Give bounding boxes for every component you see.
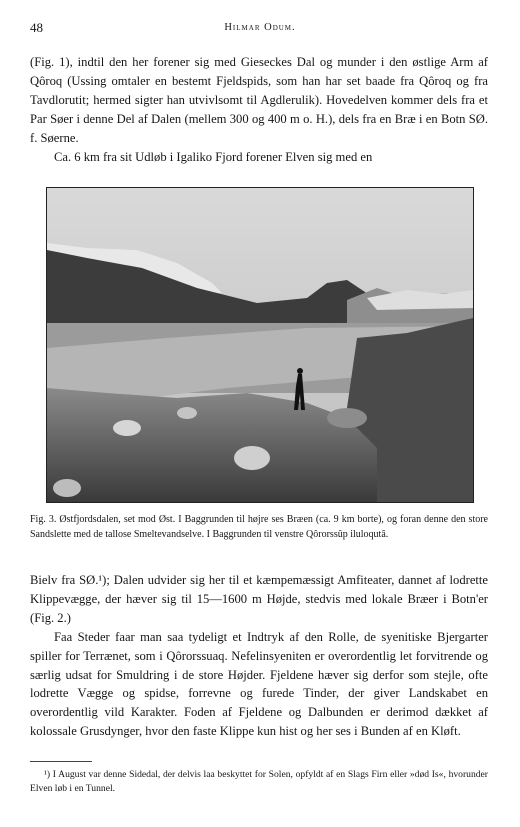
boulder [327, 408, 367, 428]
landscape-photo-drawing [47, 188, 473, 502]
bottom-text-block [30, 571, 488, 741]
paragraph: Bielv fra SØ.¹); Dalen udvider sig her til et kæmpemæssigt Amfiteater, dannet af lodrette Klippevægge, der hæver sig til 15—1600 m Højde, stedvis med lokale Bræer i Botn'er (Fig. 2.) [30, 573, 488, 625]
boulder [177, 407, 197, 419]
paragraph: Faa Steder faar man saa tydeligt et Indtryk af den Rolle, de syenitiske Bjergarter spiller for Terrænet, som i Qôrorssuaq. Nefelinsyeniten er overordentlig let forvitrende og særlig udsat for Smuldring i de store Højder. Fjeldene hæver sig derfor som stejle, ofte lodrette Vægge og spidse, forrevne og furede Tinder, der giver Landskabet en overordentlig vild Karakter. Foden af Fjeldene og Dalbunden er derimod dækket af kolossale Grusdynger, hvor den faste Klippe kun hist og her ses i Bunden af en Kløft. [30, 629, 488, 739]
paragraph: Ca. 6 km fra sit Udløb i Igaliko Fjord forener Elven sig med en [54, 149, 373, 164]
boulder [53, 479, 81, 497]
top-text-block [30, 53, 488, 166]
figure-head [297, 368, 303, 374]
landscape-photo [46, 187, 474, 503]
figure-caption: Fig. 3. Østfjordsdalen, set mod Øst. I Baggrunden til højre ses Bræen (ca. 9 km borte), og foran denne den store Sandslette med de tallose Smeltevandselve. I Baggrunden til venstre Qôrorssûp iluloqutâ. [30, 514, 488, 540]
page-number: 48 [30, 20, 43, 35]
paragraph: (Fig. 1), indtil den her forener sig med Gieseckes Dal og munder i den østlige Arm af Qôroq (Ussing omtaler en bestemt Fjeldspids, som han har set baade fra Qôroq og fra Tavdlorutit; hermed sigter han utvivlsomt til Agdlerulik). Hovedelven kommer dels fra et Par Søer i denne Del af Dalen (mellem 300 og 400 m o. H.), dels fra en Bræ i en Botn SØ. f. Søerne. [30, 55, 488, 145]
footnote-rule [30, 761, 92, 762]
running-head: Hilmar Odum. [224, 22, 296, 33]
boulder [113, 420, 141, 436]
footnote: ¹) I August var denne Sidedal, der delvis laa beskyttet for Solen, opfyldt af en Slags Firn eller »død Is«, hvorunder Elven løb i en Tunnel. [30, 769, 488, 794]
boulder [234, 446, 270, 470]
